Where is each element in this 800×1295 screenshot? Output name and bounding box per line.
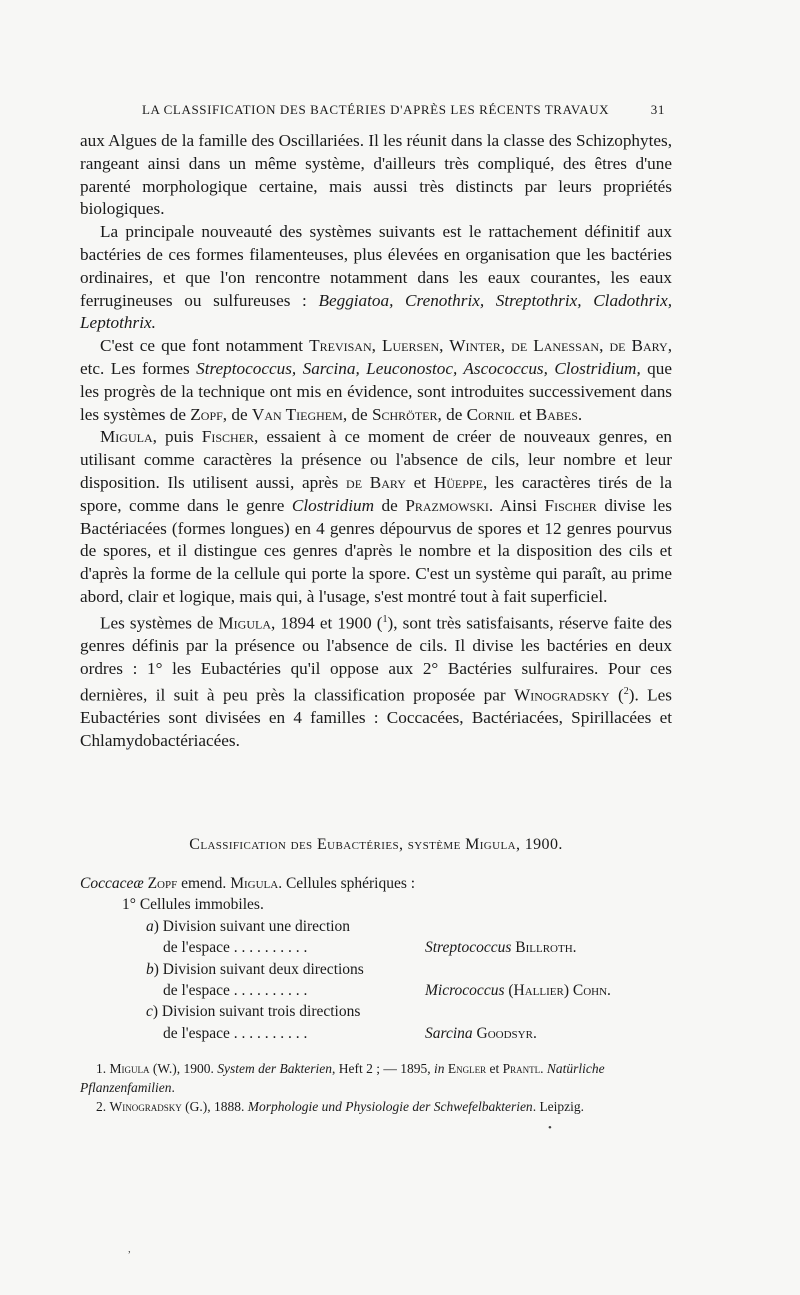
text-run: , de xyxy=(222,404,252,424)
entry-line xyxy=(80,1023,672,1044)
genus-name xyxy=(425,1023,537,1044)
author-name: de Bary xyxy=(346,472,406,492)
text-run: , puis xyxy=(152,427,202,447)
text-run: , essaient à ce moment de créer de nouveaux genres, en utilisant comme caractères la présence ou l'absence de cils, leur nombre et leur disposition. Ils utilisent aussi, après xyxy=(80,427,672,492)
text-run: , les caractères tirés de la spore, comme dans le genre xyxy=(80,472,673,515)
footnote-ref: 2 xyxy=(623,685,629,697)
text-run: 1. xyxy=(96,1061,110,1076)
italic-text: Beggiatoa, Crenothrix, Streptothrix, Cladothrix, Leptothrix. xyxy=(80,290,672,333)
author-name: Van Tieghem xyxy=(251,404,343,424)
author-name: Goodsyr xyxy=(476,1024,533,1042)
entry-leader: de l'espace . . . . . . . . . . xyxy=(163,1024,308,1042)
text-run: que les progrès de la technique ont mis en évidence, sont introduites successivement dans les systèmes de xyxy=(80,358,672,424)
text-run: . xyxy=(572,939,577,957)
text-run: ) xyxy=(563,981,573,999)
italic-text: System der Bakterien xyxy=(217,1061,332,1076)
italic-text: b xyxy=(146,960,154,978)
page-number: 31 xyxy=(650,102,665,117)
text-run: ) Division suivant deux directions xyxy=(153,960,364,978)
text-run: ), sont très satisfaisants, réserve faite des genres définis par la présence ou l'absence de cils. Il divise les bactéries en deux ordres : 1° les Eubactéries qu'il oppose aux 2° Bactéries sulfuraires. Pour ces dernières, il suit à peu près la classification proposée par xyxy=(80,613,672,705)
family-line xyxy=(80,873,672,894)
text-run: C'est ce que font notamment xyxy=(100,336,310,356)
italic-text: Streptococcus xyxy=(425,939,512,957)
text-run: (W.), 1900. xyxy=(149,1061,218,1076)
author-name: Winogradsky xyxy=(109,1099,182,1114)
text-run: La principale nouveauté des systèmes suivants est le rattachement définitif aux bactéries de ces formes filamenteuses, plus élevées en organisation que les bactéries ordinaires, et que l'on rencontre notamment dans les eaux courantes, les eaux ferrugineuses ou sulfureuses : xyxy=(80,222,672,310)
author-name: Cornil xyxy=(466,404,515,424)
paragraph xyxy=(80,221,672,335)
author-name: Migula xyxy=(230,875,279,892)
section-title: Classification des Eubactéries, système Migula, 1900. xyxy=(189,836,563,853)
author-name: Zopf xyxy=(147,875,178,892)
author-name: Fischer xyxy=(544,495,597,515)
author-name: Schröter xyxy=(371,404,438,424)
paragraph xyxy=(80,130,672,221)
text-run: ) Division suivant une direction xyxy=(153,917,351,935)
italic-text: Sarcina xyxy=(425,1024,473,1042)
entry-line xyxy=(80,1001,672,1022)
footnotes xyxy=(80,1059,672,1116)
text-run: . Cellules sphériques : xyxy=(278,875,416,892)
entry-line xyxy=(80,980,672,1001)
text-run: . xyxy=(532,1024,537,1042)
text-run: et xyxy=(405,472,434,492)
author-name: Trevisan, Luersen, Winter, de Lanessan, de Bary xyxy=(309,336,668,356)
genus-name xyxy=(425,937,577,958)
text-run: et xyxy=(486,1061,503,1076)
text-run: 2. xyxy=(96,1099,110,1114)
entry-line xyxy=(80,959,672,980)
author-name: Billroth xyxy=(515,939,573,957)
genus-name xyxy=(425,980,611,1001)
text-run: , de xyxy=(437,404,467,424)
text-run: , 1894 et 1900 ( xyxy=(270,613,383,633)
text-run: . xyxy=(607,981,611,999)
ink-speck: • xyxy=(548,1122,552,1134)
text-run: divise les Bactériacées (formes longues) en 4 genres dépourvus de spores et 12 genres pourvus de spores, et il distingue ces genres d'après le nombre et la disposition des cils et d'après la forme de la cellule qui porte la spore. C'est un système qui paraît, au prime abord, clair et logique, mais qui, à l'usage, s'est montré tout à fait superficiel. xyxy=(80,495,672,606)
text-run: (G.), 1888. xyxy=(181,1099,248,1114)
italic-text: Morphologie und Physiologie der Schwefelbakterien xyxy=(247,1099,533,1114)
ink-speck: , xyxy=(128,1243,131,1255)
text-run: et xyxy=(514,404,536,424)
body-text xyxy=(80,130,672,753)
footnote-ref: 1 xyxy=(382,613,388,625)
text-run: de xyxy=(374,495,406,515)
italic-text: Coccaceæ xyxy=(80,875,144,892)
author-name: Prantl xyxy=(502,1061,541,1076)
author-name: Migula xyxy=(218,613,271,633)
entry-line xyxy=(80,937,672,958)
author-name: Hüeppe xyxy=(433,472,483,492)
author-name: Engler xyxy=(447,1061,487,1076)
footnote xyxy=(80,1059,672,1097)
text-run: ( xyxy=(504,981,514,999)
author-name: Babes xyxy=(535,404,578,424)
text-run: . xyxy=(577,404,583,424)
italic-text: Natürliche Pflanzenfamilien xyxy=(80,1061,605,1095)
author-name: Hallier xyxy=(513,981,564,999)
text-run: emend. xyxy=(177,875,231,892)
entry-leader: de l'espace . . . . . . . . . . xyxy=(163,981,308,999)
author-name: Zopf xyxy=(190,404,223,424)
text-run: . xyxy=(540,1061,547,1076)
text-run: , etc. Les formes xyxy=(80,336,672,378)
text-run: . xyxy=(171,1080,175,1095)
paragraph xyxy=(80,335,672,426)
paragraph xyxy=(80,426,672,608)
classification-table xyxy=(80,873,672,1044)
author-name: Winogradsky xyxy=(514,685,610,705)
author-name: Prazmowski xyxy=(405,495,489,515)
text-run: ( xyxy=(609,685,624,705)
text-run: Les systèmes de xyxy=(100,613,219,633)
text-run: . Leipzig. xyxy=(532,1099,585,1114)
italic-text: Streptococcus, Sarcina, Leuconostoc, Ascococcus, Clostridium, xyxy=(196,358,641,378)
subheading: 1° Cellules immobiles. xyxy=(122,896,264,914)
author-name: Cohn xyxy=(572,981,608,999)
author-name: Migula xyxy=(109,1061,150,1076)
text-run: , de xyxy=(342,404,372,424)
author-name: Fischer xyxy=(201,427,255,447)
entry-line xyxy=(80,916,672,937)
text-run: ). Les Eubactéries sont divisées en 4 familles : Coccacées, Bactériacées, Spirillacées et Chlamydobactériacées. xyxy=(80,685,672,751)
text-run: , Heft 2 ; — 1895, xyxy=(331,1061,434,1076)
text-run: ) Division suivant trois directions xyxy=(152,1003,361,1021)
italic-text: Micrococcus xyxy=(425,981,505,999)
text-run: . Ainsi xyxy=(488,495,545,515)
entry-leader: de l'espace . . . . . . . . . . xyxy=(163,939,308,957)
running-head-title: LA CLASSIFICATION DES BACTÉRIES D'APRÈS LES RÉCENTS TRAVAUX xyxy=(142,102,610,117)
footnote xyxy=(80,1097,672,1116)
author-name: Migula xyxy=(100,427,153,447)
italic-text: in xyxy=(433,1061,445,1076)
paragraph xyxy=(80,609,672,753)
text-run: aux Algues de la famille des Oscillariées. Il les réunit dans la classe des Schizophytes, rangeant ainsi dans un même système, d'ailleurs très compliqué, des êtres d'une parenté morphologique certaine, mais aussi très distincts par leurs propriétés biologiques. xyxy=(80,131,672,219)
italic-text: c xyxy=(146,1003,153,1021)
italic-text: a xyxy=(146,917,154,935)
italic-text: Clostridium xyxy=(291,495,375,515)
